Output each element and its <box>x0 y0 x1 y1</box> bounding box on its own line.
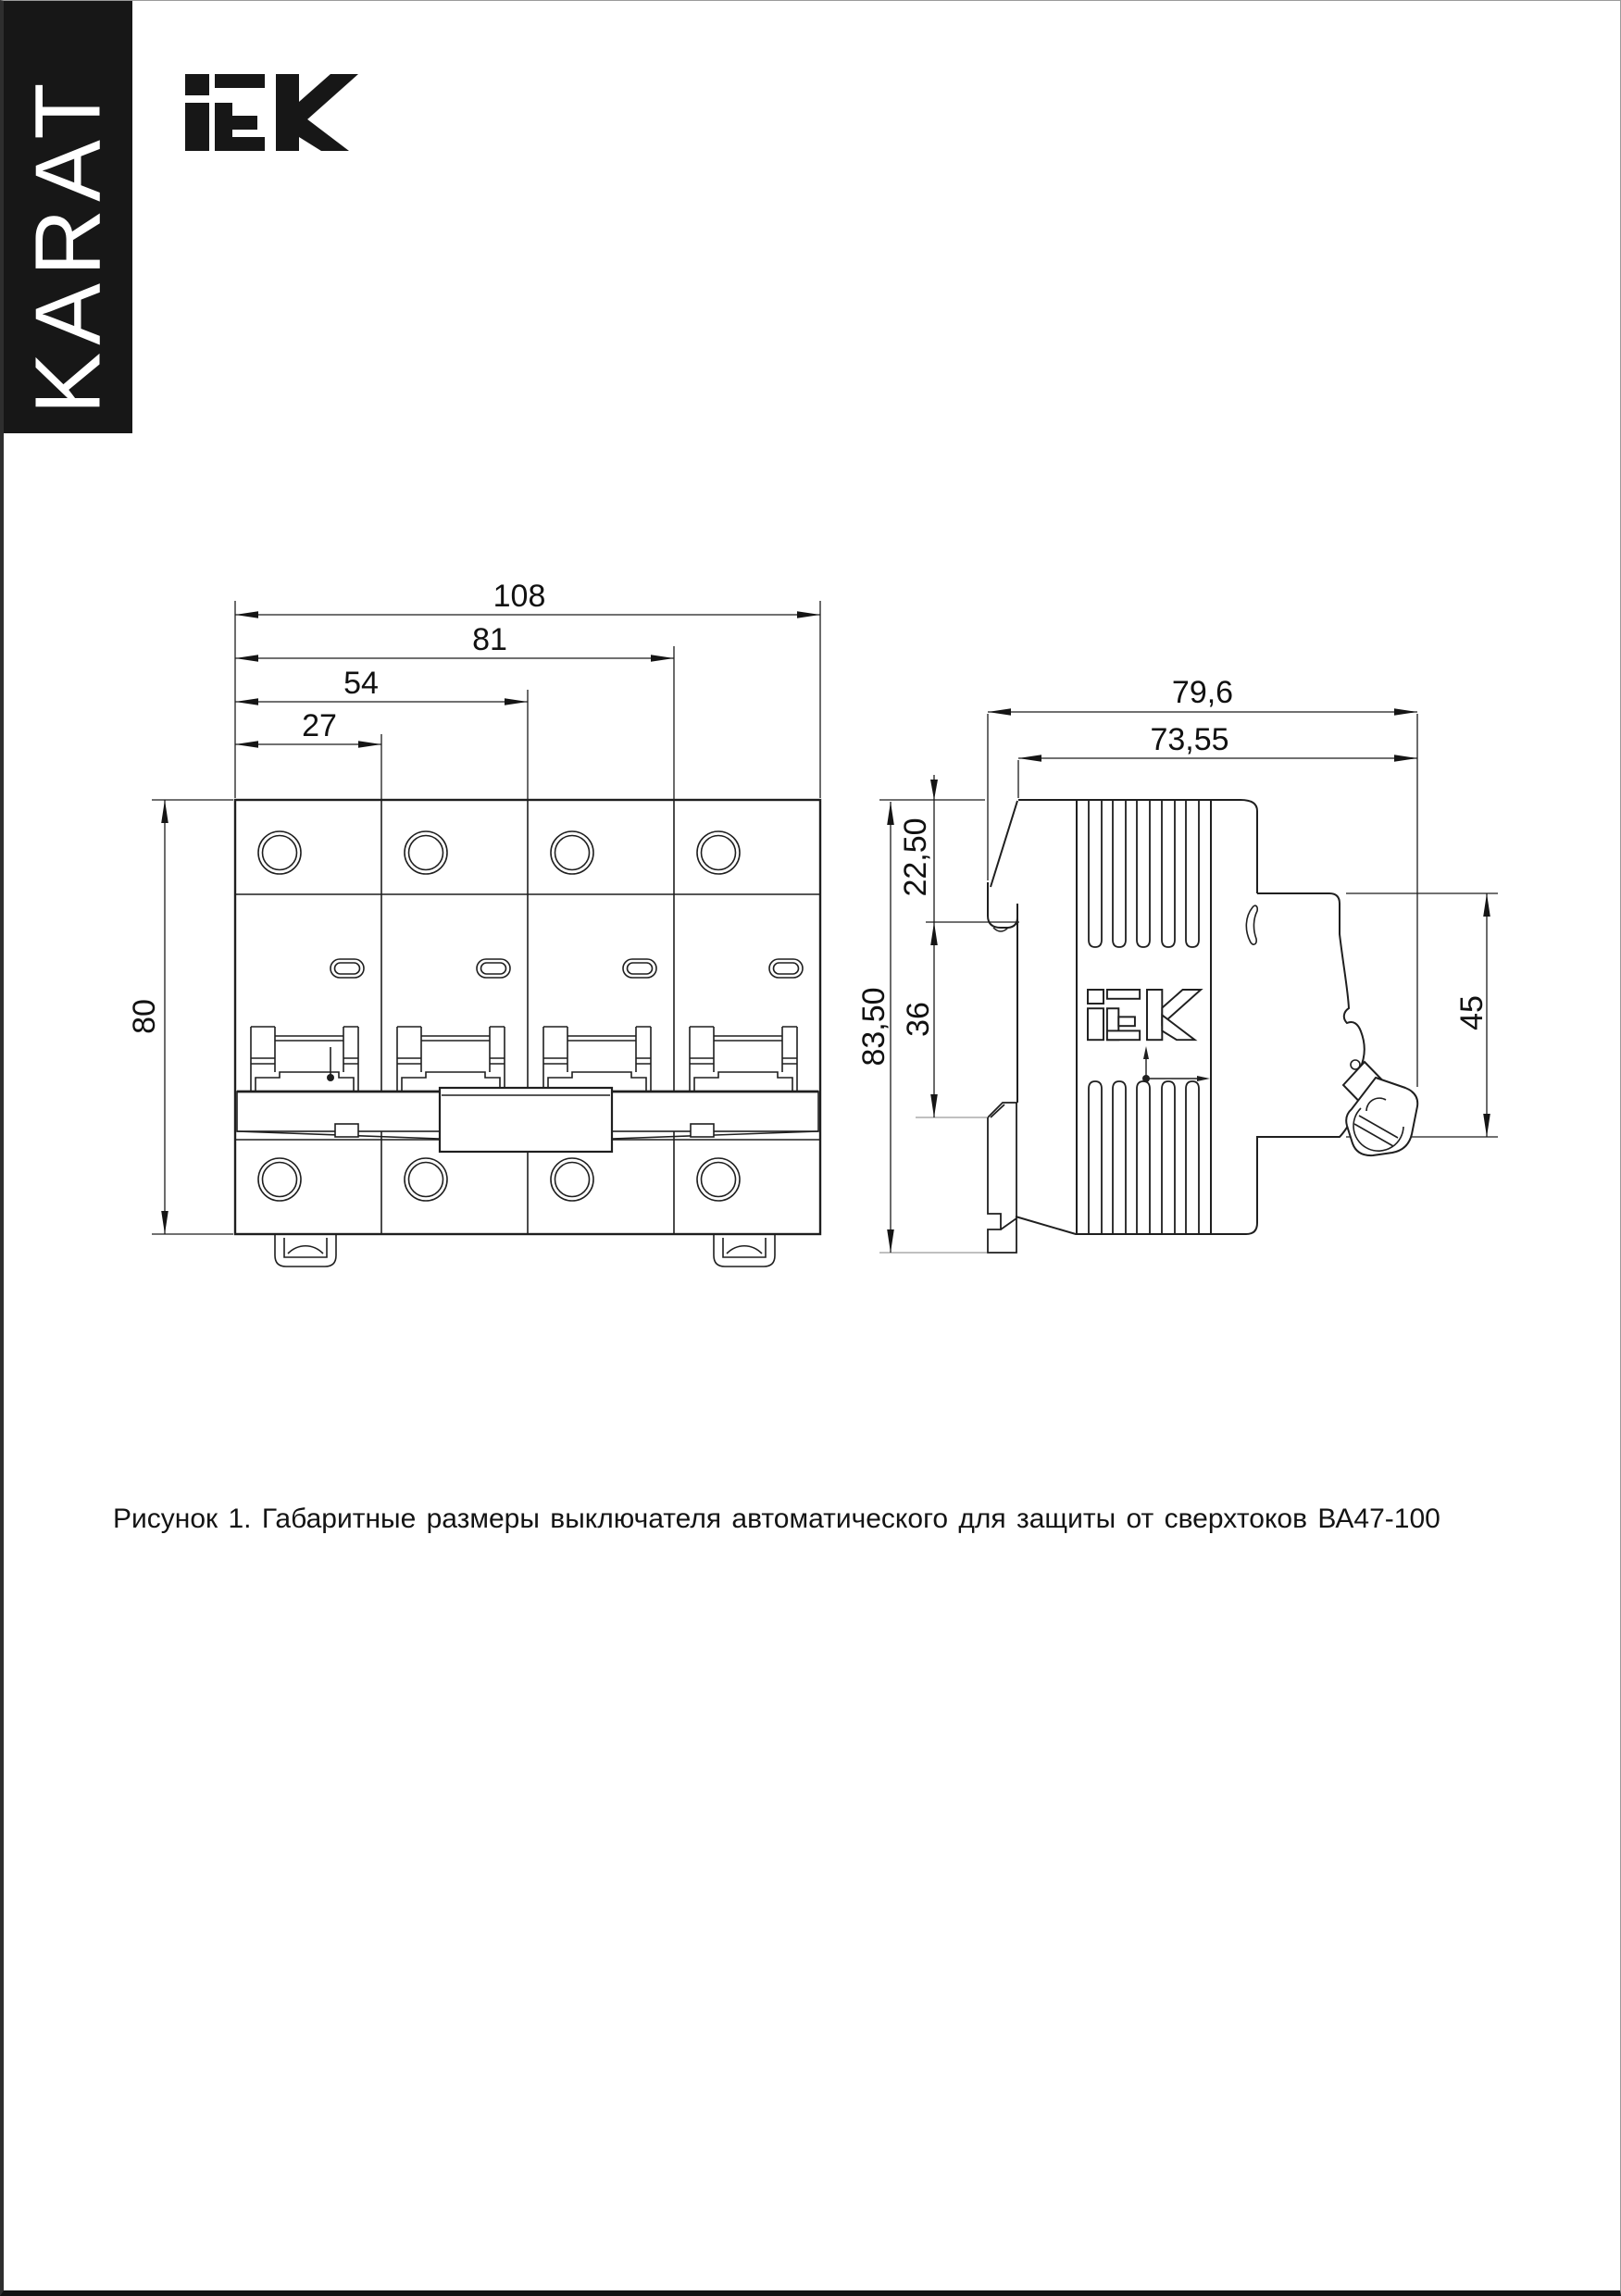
side-vent-slots-top <box>1089 801 1199 947</box>
side-vent-slots-bottom <box>1089 1081 1199 1233</box>
dim-width-81: 81 <box>472 622 507 657</box>
vent-slots <box>330 959 803 978</box>
dim-width-73-55: 73,55 <box>1150 722 1229 757</box>
dim-width-54: 54 <box>343 666 379 701</box>
figure-caption: Рисунок 1. Габаритные размеры выключателя автоматического для защиты от сверхтоков ВА47-100 <box>113 1504 1440 1534</box>
dim-height-83-50: 83,50 <box>856 987 892 1067</box>
iek-logo <box>185 74 358 151</box>
karat-label: KARAT <box>16 75 120 415</box>
dim-width-108: 108 <box>493 579 546 614</box>
dim-width-79-6: 79,6 <box>1171 675 1234 710</box>
datum-marker <box>1142 1046 1210 1082</box>
toggle-handle <box>1343 1062 1417 1155</box>
dim-height-80: 80 <box>127 999 162 1034</box>
switch-mechanisms <box>251 1027 797 1092</box>
toggle-tie-bar <box>237 1088 818 1152</box>
din-clips <box>275 1234 775 1267</box>
din-claw-top <box>988 882 1017 928</box>
handle-lock-plate <box>440 1088 612 1152</box>
din-claw-bottom <box>988 1103 1017 1253</box>
technical-drawing <box>4 1 1621 2296</box>
front-view <box>235 800 820 1267</box>
face-slot <box>1246 905 1257 944</box>
dim-height-22-50: 22,50 <box>898 817 933 897</box>
dim-height-45: 45 <box>1454 995 1490 1030</box>
iek-logo-embossed <box>1088 990 1201 1040</box>
dim-width-27: 27 <box>302 708 337 743</box>
dim-height-36: 36 <box>901 1002 936 1037</box>
side-view <box>988 800 1417 1253</box>
